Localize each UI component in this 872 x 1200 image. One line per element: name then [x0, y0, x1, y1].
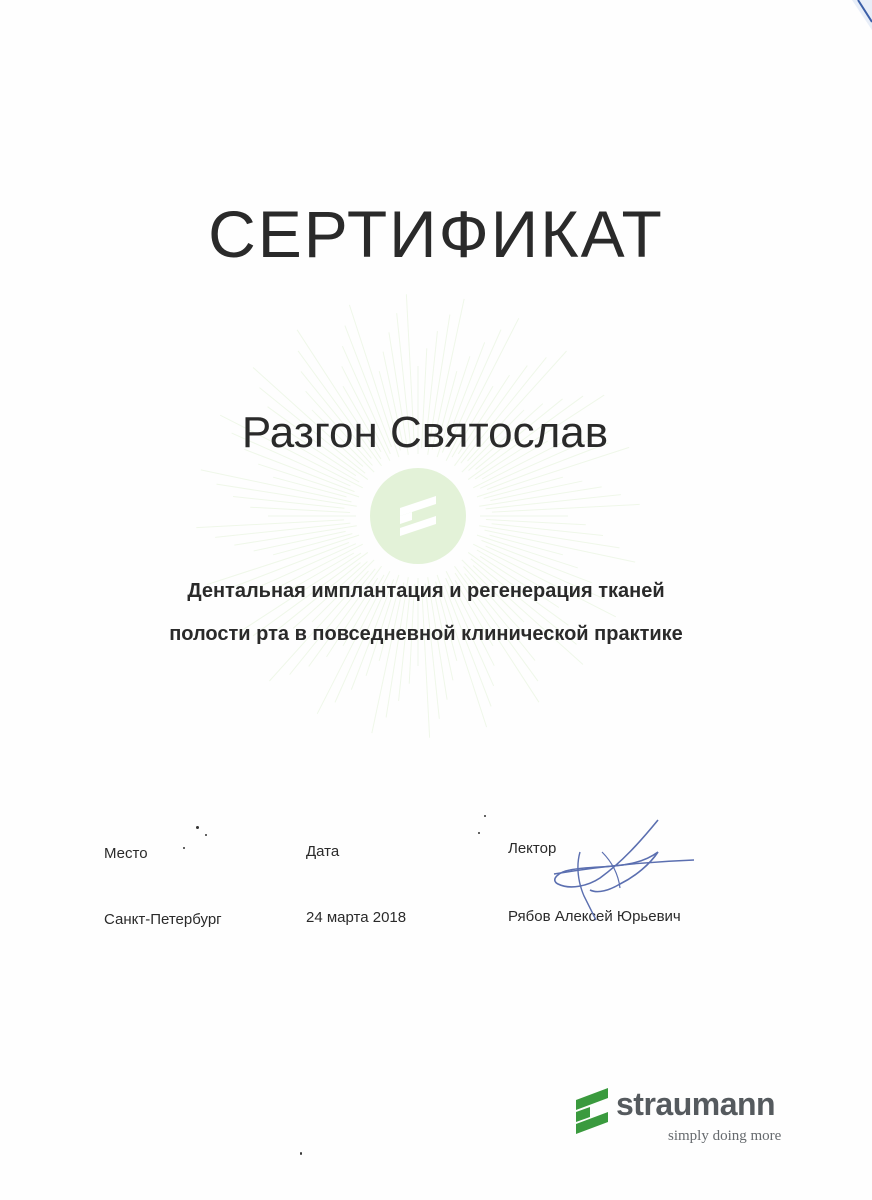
watermark-ray: [273, 477, 346, 497]
recipient-name: Разгон Святослав: [241, 408, 609, 457]
watermark-ray: [258, 464, 359, 497]
date-value: 24 марта 2018: [306, 909, 407, 926]
brand-tagline: simply doing more: [668, 1128, 782, 1144]
handwritten-signature: [540, 812, 700, 932]
watermark-ray: [207, 535, 359, 584]
scan-speck: [478, 832, 480, 834]
watermark-ray: [492, 524, 603, 536]
scan-speck: [484, 815, 486, 817]
course-title-line-1: Дентальная имплантация и регенерация тканей: [187, 580, 665, 602]
scan-edge-mark: [832, 0, 872, 40]
watermark-ray: [485, 530, 636, 562]
watermark-ray: [372, 583, 404, 734]
course-title-line-2: полости рта в повседневной клинической практике: [169, 623, 683, 645]
watermark-ray: [479, 526, 619, 548]
date-label: Дата: [306, 843, 340, 860]
watermark-ray: [477, 535, 578, 568]
certificate-title: СЕРТИФИКАТ: [208, 197, 664, 271]
scan-speck: [196, 826, 199, 829]
brand-name: straumann: [616, 1086, 776, 1122]
place-value: Санкт-Петербург: [104, 911, 222, 928]
watermark-ray: [489, 535, 562, 555]
watermark-ray: [217, 484, 357, 506]
lecturer-value: Рябов Алексей Юрьевич: [508, 908, 681, 925]
watermark-ray: [486, 520, 586, 525]
scan-speck: [205, 834, 207, 836]
straumann-s-icon: [370, 468, 466, 564]
scan-speck: [300, 1152, 302, 1155]
watermark-ray: [201, 470, 352, 502]
watermark-ray: [233, 497, 344, 509]
scan-speck: [183, 847, 185, 849]
watermark-ray: [250, 507, 350, 512]
lecturer-label: Лектор: [508, 840, 557, 857]
straumann-logo: [572, 1086, 802, 1146]
straumann-logo-icon: [572, 1086, 612, 1136]
place-label: Место: [104, 845, 148, 862]
